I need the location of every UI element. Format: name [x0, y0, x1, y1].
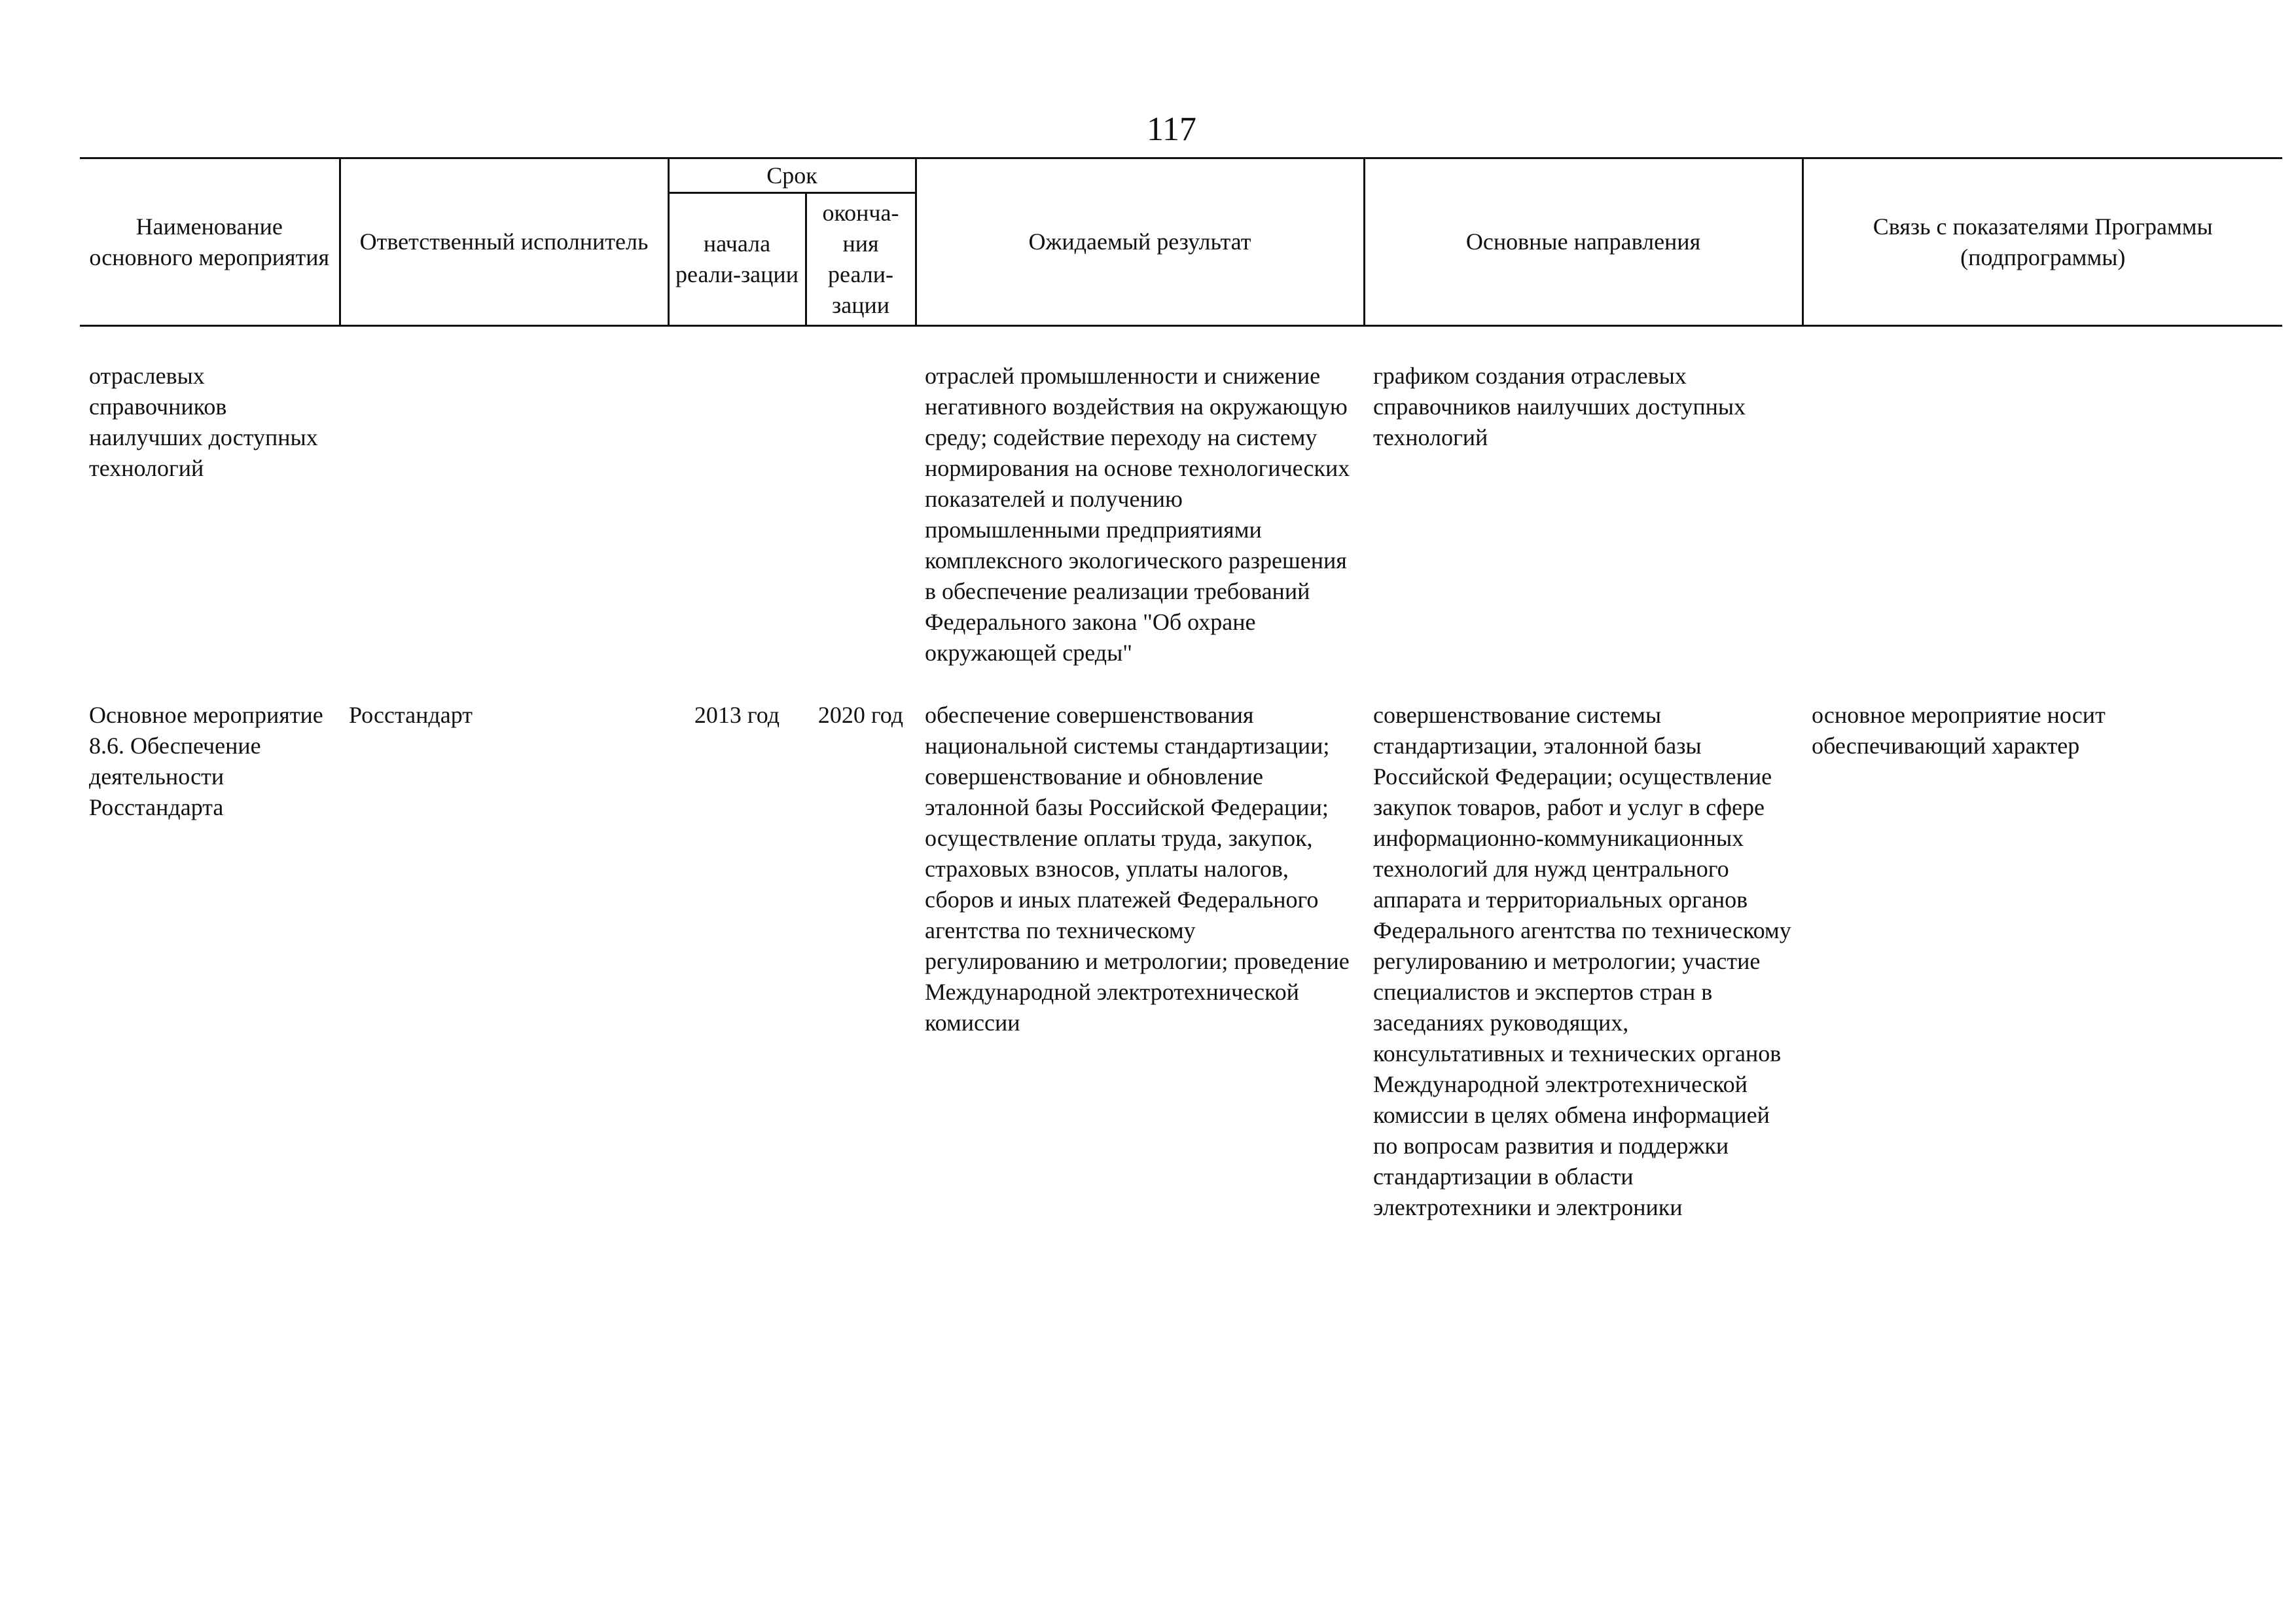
header-link-indicators: Связь с показателями Программы (подпрограммы) — [1803, 158, 2282, 326]
cell-link — [1803, 361, 2282, 668]
cell-executor — [340, 361, 668, 668]
cell-directions: совершенствование системы стандартизации, эталонной базы Российской Федерации; осуществление закупок товаров, работ и услуг в сфере информационно-коммуникационных технологий для нужд центрального аппарата и территориальных органов Федерального агентства по техническому регулированию и метрологии; участие специалистов и экспертов стран в заседаниях руководящих, консультативных и технических органов Международной электротехнической комиссии в целях обмена информацией по вопросам развития и поддержки стандартизации в области электротехники и электроники — [1373, 702, 1791, 1220]
table-header — [80, 158, 2282, 326]
header-executor: Ответственный исполнитель — [340, 158, 668, 326]
cell-name: отраслевых справочников наилучших доступных технологий — [89, 363, 318, 481]
header-term: Срок — [668, 158, 916, 193]
header-term-start: начала реали-зации — [668, 193, 806, 326]
cell-result: обеспечение совершенствования национальной системы стандартизации; совершенствование и обновление эталонной базы Российской Федерации; осуществление оплаты труда, закупок, страховых взносов, уплаты налогов, сборов и иных платежей Федерального агентства по техническому регулированию и метрологии; проведение Международной электротехнической комиссии — [925, 702, 1350, 1036]
cell-executor: Росстандарт — [349, 702, 473, 728]
table-row — [80, 700, 2282, 1223]
cell-end: 2020 год — [817, 702, 904, 728]
cell-start — [668, 361, 806, 668]
cell-result: отраслей промышленности и снижение негативного воздействия на окружающую среду; содействие переходу на систему нормирования на основе технологических показателей и получению промышленными предприятиями комплексного экологического разрешения в обеспечение реализации требований Федерального закона "Об охране окружающей среды" — [925, 363, 1350, 666]
cell-end — [806, 361, 916, 668]
cell-start: 2013 год — [694, 702, 780, 728]
header-name: Наименование основного мероприятия — [80, 158, 340, 326]
cell-name: Основное мероприятие 8.6. Обеспечение деятельности Росстандарта — [89, 702, 323, 820]
cell-link: основное мероприятие носит обеспечивающий характер — [1812, 702, 2106, 759]
table-row — [80, 361, 2282, 668]
header-term-end: оконча-ния реали-зации — [806, 193, 916, 326]
page-number: 117 — [1146, 111, 1197, 148]
header-expected-result: Ожидаемый результат — [916, 158, 1364, 326]
cell-directions: графиком создания отраслевых справочников наилучших доступных технологий — [1373, 363, 1746, 450]
header-main-directions: Основные направления — [1364, 158, 1803, 326]
program-activities-table — [80, 157, 2282, 1223]
